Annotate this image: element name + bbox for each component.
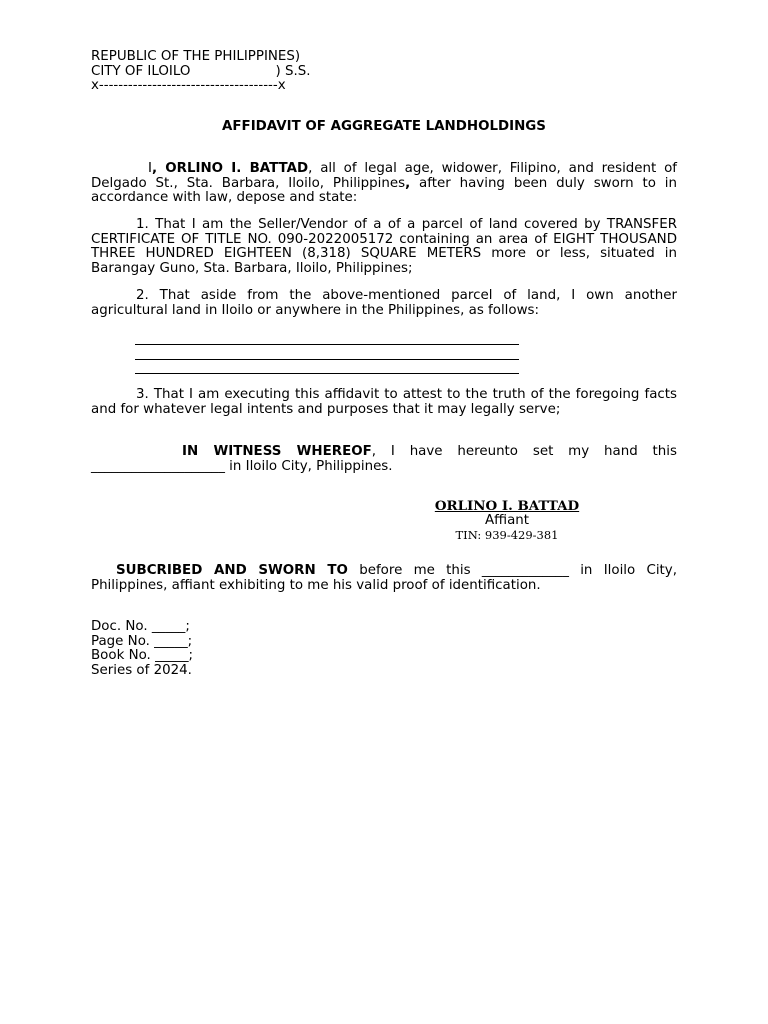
blank-line-3 [135,373,519,374]
paragraph-3 [91,388,677,417]
intro-lead: I [148,161,152,176]
document-title: AFFIDAVIT OF AGGREGATE LANDHOLDINGS [222,119,546,134]
doc-number: Doc. No. _____; [91,619,190,634]
signatory-tin: TIN: 939-429-381 [455,528,559,543]
signatory-role: Affiant [484,512,530,528]
caption-republic: REPUBLIC OF THE PHILIPPINES) [91,49,301,64]
paragraph-1 [91,218,677,276]
book-number: Book No. _____; [91,648,194,664]
intro-text-2: after having been duly sworn to in accordance with law, depose and state: [91,175,677,206]
jurat-paragraph [91,564,677,593]
signatory-name: ORLINO I. BATTAD [434,498,580,514]
paragraph-1-text: 1. That I am the Seller/Vendor of a of a parcel of land covered by TRANSFER CERTIFICATE OF TITLE NO. 090-2022005172 containing an area of EIGHT THOUSAND THREE HUNDRED EIGHTEEN (8,318) SQUARE METERS more or less, situated in Barangay Guno, Sta. Barbara, Iloilo, Philippines; [91,217,677,276]
page-number: Page No. _____; [91,633,193,649]
series-year: Series of 2024. [91,662,192,678]
blank-line-2 [135,359,519,360]
blank-line-1 [135,344,519,345]
affiant-name: , ORLINO I. BATTAD [151,161,309,176]
paragraph-2 [91,289,677,318]
notarial-register [91,620,677,678]
witness-heading: IN WITNESS WHEREOF [182,444,372,459]
caption-divider: x-------------------------------------x [91,78,286,94]
intro-paragraph [91,162,677,206]
witness-paragraph [91,445,677,474]
intro-comma: , [405,175,411,191]
jurat-text: before me this _____________ in Iloilo City, Philippines, affiant exhibiting to me his valid proof of identification. [91,563,677,593]
venue-caption [91,50,677,94]
caption-city: CITY OF ILOILO ) S.S. [91,63,311,79]
signature-block [407,499,607,543]
jurat-heading: SUBCRIBED AND SWORN TO [116,563,348,578]
paragraph-2-text: 2. That aside from the above-mentioned parcel of land, I own another agricultural land in Iloilo or anywhere in the Philippines, as follows: [91,288,677,318]
witness-text: , I have hereunto set my hand this ____________________ in Iloilo City, Philippines. [91,444,677,474]
paragraph-3-text: 3. That I am executing this affidavit to attest to the truth of the foregoing facts and for whatever legal intents and purposes that it may legally serve; [91,387,677,417]
intro-text-1: , all of legal age, widower, Filipino, and resident of Delgado St., Sta. Barbara, Iloilo, Philippines [91,161,677,191]
